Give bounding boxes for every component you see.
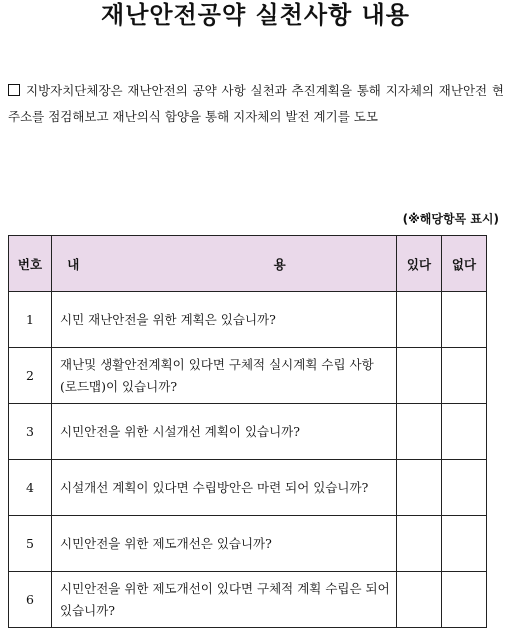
intro-paragraph: [8, 78, 504, 130]
checklist-table: [8, 235, 487, 628]
header-no: 없다: [442, 236, 487, 292]
header-content: 내 용: [52, 236, 397, 292]
row-content: 시민 재난안전을 위한 계획은 있습니까?: [52, 292, 397, 348]
table-row: [9, 516, 487, 572]
row-content: 시설개선 계획이 있다면 수립방안은 마련 되어 있습니까?: [52, 460, 397, 516]
checkbox-square-icon: [8, 84, 20, 96]
yes-check-cell[interactable]: [397, 460, 442, 516]
header-yes: 있다: [397, 236, 442, 292]
header-number: 번호: [9, 236, 52, 292]
row-content: 시민안전을 위한 시설개선 계획이 있습니까?: [52, 404, 397, 460]
intro-text: 지방자치단체장은 재난안전의 공약 사항 실천과 추진계획을 통해 지자체의 재난안전 현주소를 점검해보고 재난의식 함양을 통해 지자체의 발전 계기를 도모: [8, 83, 504, 124]
row-content: 시민안전을 위한 제도개선이 있다면 구체적 계획 수립은 되어 있습니까?: [52, 572, 397, 628]
no-check-cell[interactable]: [442, 572, 487, 628]
yes-check-cell[interactable]: [397, 572, 442, 628]
table-row: [9, 404, 487, 460]
marking-note: (※해당항목 표시): [402, 212, 499, 226]
row-number: 3: [9, 404, 52, 460]
row-number: 5: [9, 516, 52, 572]
table-row: [9, 460, 487, 516]
yes-check-cell[interactable]: [397, 404, 442, 460]
page-title: 재난안전공약 실천사항 내용: [101, 1, 410, 29]
row-content: 재난및 생활안전계획이 있다면 구체적 실시계획 수립 사항(로드맵)이 있습니까?: [52, 348, 397, 404]
table-header-row: [9, 236, 487, 292]
table-row: [9, 348, 487, 404]
yes-check-cell[interactable]: [397, 516, 442, 572]
row-number: 4: [9, 460, 52, 516]
table-row: [9, 572, 487, 628]
no-check-cell[interactable]: [442, 516, 487, 572]
no-check-cell[interactable]: [442, 292, 487, 348]
yes-check-cell[interactable]: [397, 348, 442, 404]
row-number: 2: [9, 348, 52, 404]
row-number: 1: [9, 292, 52, 348]
no-check-cell[interactable]: [442, 460, 487, 516]
row-content: 시민안전을 위한 제도개선은 있습니까?: [52, 516, 397, 572]
row-number: 6: [9, 572, 52, 628]
no-check-cell[interactable]: [442, 404, 487, 460]
no-check-cell[interactable]: [442, 348, 487, 404]
table-row: [9, 292, 487, 348]
yes-check-cell[interactable]: [397, 292, 442, 348]
